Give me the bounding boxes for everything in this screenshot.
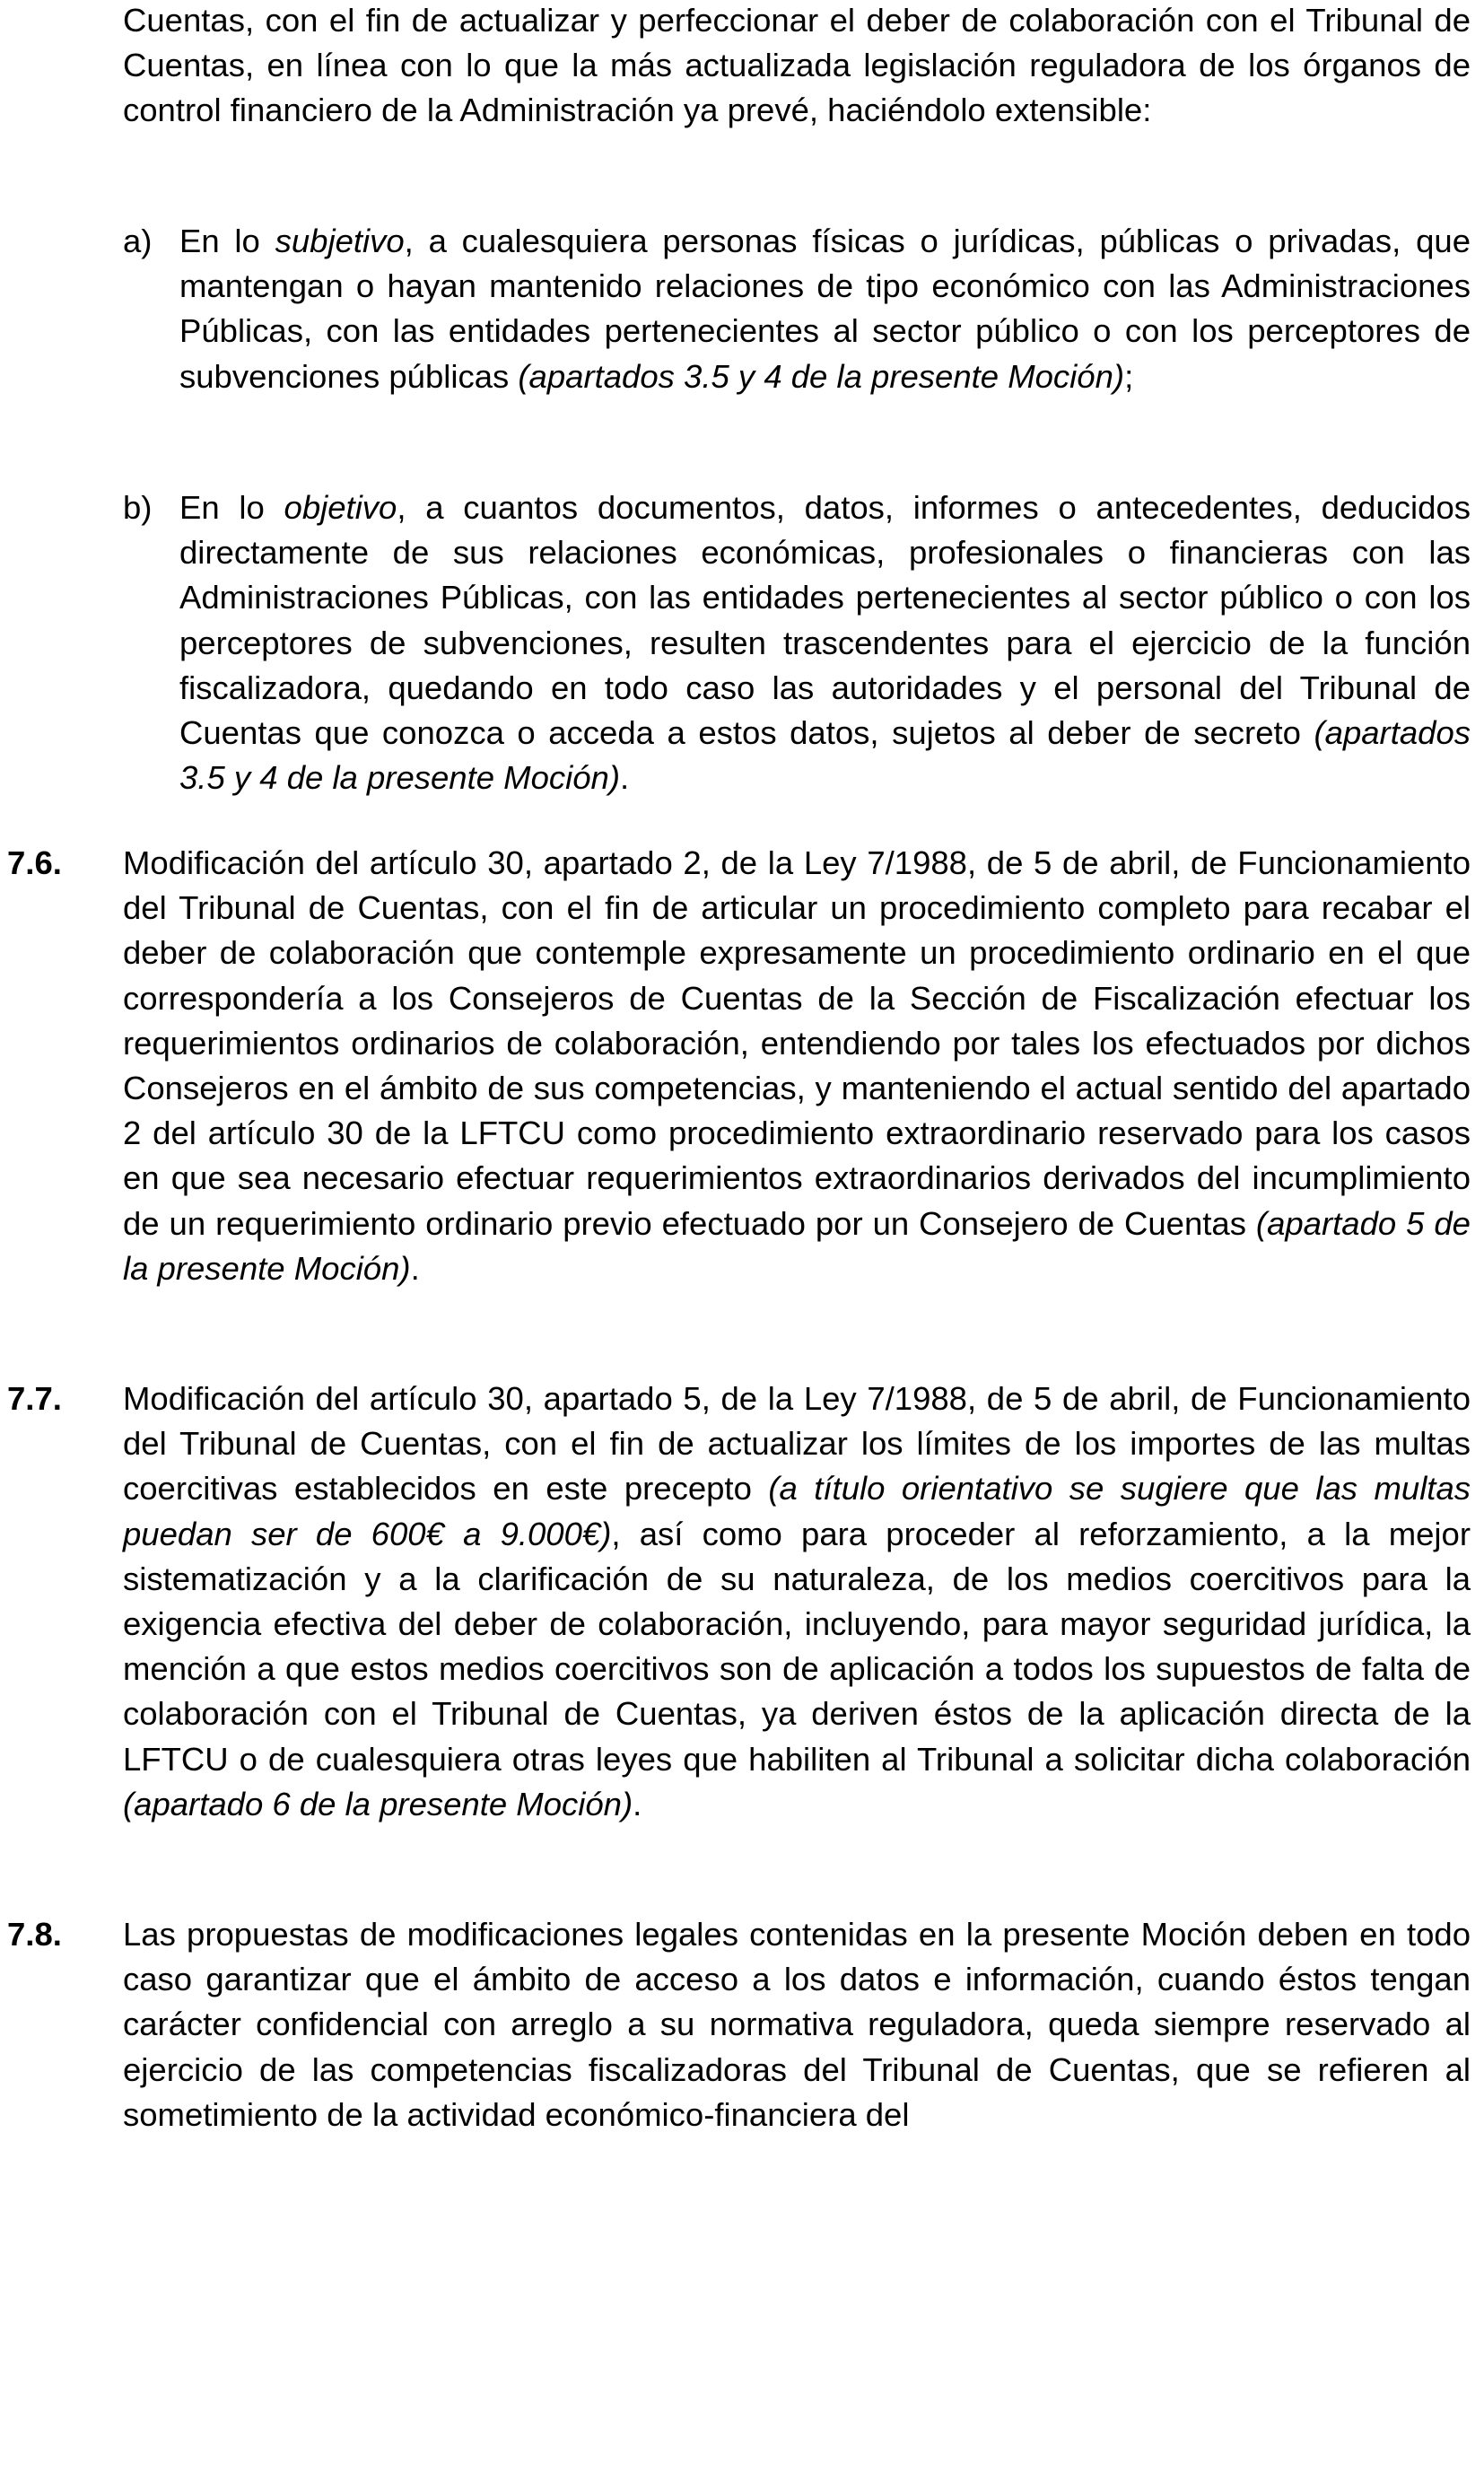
item-text: , a cualesquiera personas físicas o jurídicas, públicas o privadas, que mantengan o hayan mantenido relaciones de tipo económico con las Administraciones Públicas, con las entidades pertenecientes al sector público o con los perceptores de subvenciones públicas: [179, 223, 1471, 395]
section-7-8: [7, 1912, 1471, 2137]
section-end: .: [633, 1785, 642, 1822]
intro-paragraph: Cuentas, con el fin de actualizar y perfeccionar el deber de colaboración con el Tribunal de Cuentas, en línea con lo que la más actualizada legislación reguladora de los órganos de control financiero de la Administración ya prevé, haciéndolo extensible:: [123, 2, 1471, 129]
item-lead-text: En lo: [179, 223, 275, 259]
list-item-b: [123, 485, 1471, 800]
section-text: Las propuestas de modificaciones legales contenidas en la presente Moción deben en todo caso garantizar que el ámbito de acceso a los datos e información, cuando éstos tengan carácter confidencial con arreglo a su normativa reguladora, queda siempre reservado al ejercicio de las competencias fiscalizadoras del Tribunal de Cuentas, que se refieren al sometimiento de la actividad económico-financiera del: [123, 1916, 1471, 2133]
section-text: Modificación del artículo 30, apartado 5, de la Ley 7/1988, de 5 de abril, de Funcionamiento del Tribunal de Cuentas, con el fin de actualizar los límites de los importes de las multas coercitivas establecidos en este precepto: [123, 1380, 1471, 1508]
section-text: Modificación del artículo 30, apartado 2, de la Ley 7/1988, de 5 de abril, de Funcionamiento del Tribunal de Cuentas, con el fin de articular un procedimiento completo para recabar el deber de colaboración que contemple expresamente un procedimiento ordinario en el que correspondería a los Consejeros de Cuentas de la Sección de Fiscalización efectuar los requerimientos ordinarios de colaboración, entendiendo por tales los efectuados por dichos Consejeros en el ámbito de sus competencias, y manteniendo el actual sentido del apartado 2 del artículo 30 de la LFTCU como procedimiento extraordinario reservado para los casos en que sea necesario efectuar requerimientos extraordinarios derivados del incumplimiento de un requerimiento ordinario previo efectuado por un Consejero de Cuentas: [123, 844, 1471, 1242]
item-reference: (apartados 3.5 y 4 de la presente Moción): [179, 714, 1471, 797]
section-end: .: [410, 1249, 420, 1287]
item-term: subjetivo: [275, 223, 405, 259]
section-number: 7.7.: [7, 1380, 62, 1417]
list-item-body: [179, 219, 1471, 399]
section-number: 7.8.: [7, 1916, 62, 1953]
list-item-body: [179, 485, 1471, 800]
item-end: .: [620, 759, 630, 797]
item-reference: (apartados 3.5 y 4 de la presente Moción): [518, 357, 1125, 395]
section-reference: (a título orientativo se sugiere que las multas puedan ser de 600€ a 9.000€): [123, 1470, 1471, 1552]
list-item-a: [123, 219, 1471, 399]
section-7-6: [7, 841, 1471, 1291]
item-text: , a cuantos documentos, datos, informes o antecedentes, deducidos directamente de sus relaciones económicas, profesionales o financieras con las Administraciones Públicas, con las entidades pertenecientes al sector público o con los perceptores de subvenciones, resulten trascendentes para el ejercicio de la función fiscalizadora, quedando en todo caso las autoridades y el personal del Tribunal de Cuentas que conozca o acceda a estos datos, sujetos al deber de secreto: [179, 489, 1471, 752]
section-reference: (apartado 5 de la presente Moción): [123, 1204, 1471, 1287]
section-body: [123, 1912, 1471, 2137]
section-body: [123, 841, 1471, 1291]
section-body: [123, 1377, 1471, 1827]
item-end: ;: [1124, 357, 1134, 395]
item-term: objetivo: [284, 489, 397, 526]
section-number: 7.6.: [7, 844, 62, 881]
section-7-7: [7, 1377, 1471, 1827]
item-lead-text: En lo: [179, 489, 284, 526]
list-marker: a): [123, 223, 153, 259]
section-reference: (apartado 6 de la presente Moción): [123, 1785, 633, 1822]
list-marker: b): [123, 489, 153, 526]
section-text: , así como para proceder al reforzamiento, a la mejor sistematización y a la clarificación de su naturaleza, de los medios coercitivos para la exigencia efectiva del deber de colaboración, incluyendo, para mayor seguridad jurídica, la mención a que estos medios coercitivos son de aplicación a todos los supuestos de falta de colaboración con el Tribunal de Cuentas, ya deriven éstos de la aplicación directa de la LFTCU o de cualesquiera otras leyes que habiliten al Tribunal a solicitar dicha colaboración: [123, 1515, 1471, 1778]
